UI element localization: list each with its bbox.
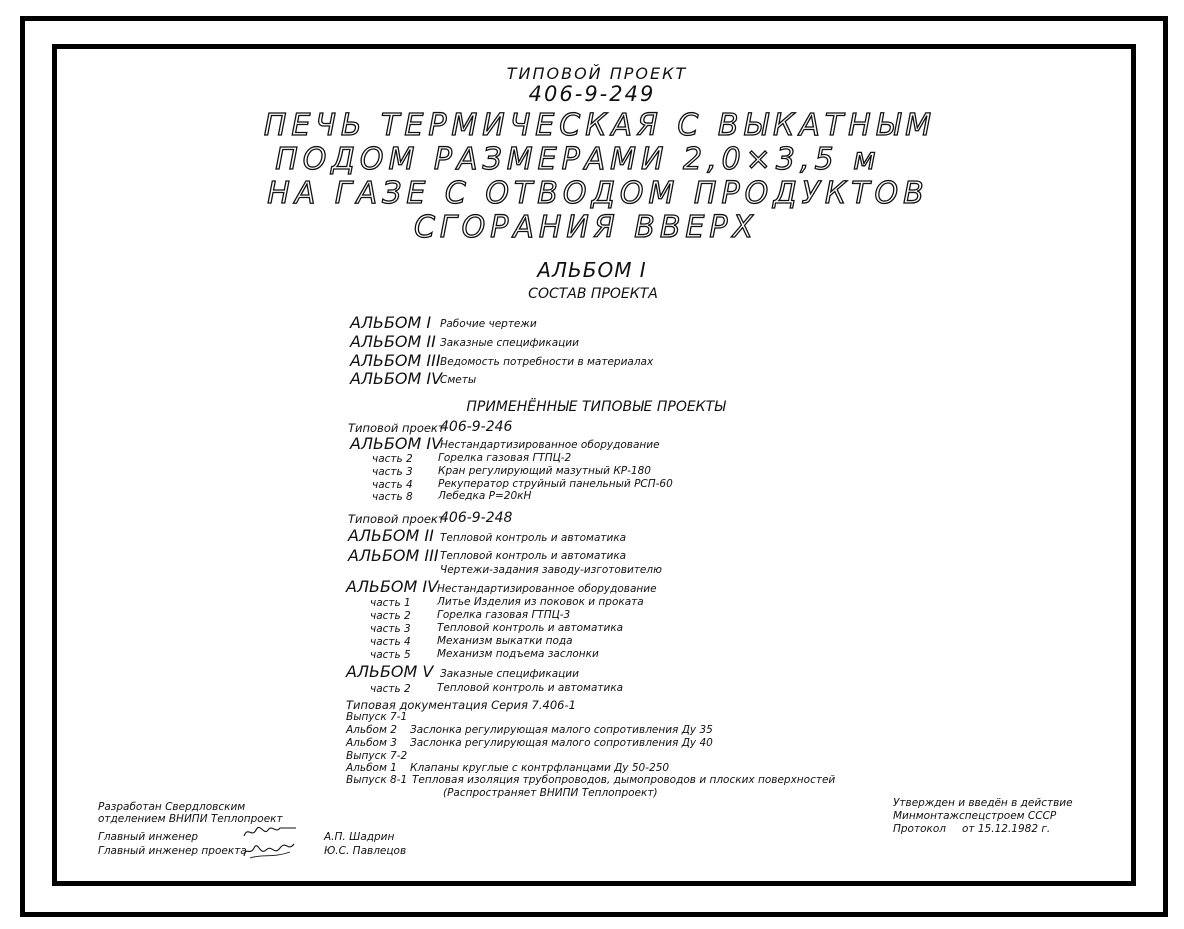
protocol-date: от 15.12.1982 г. xyxy=(962,823,1051,835)
part-desc: Литье Изделия из поковок и проката xyxy=(437,596,644,608)
project2-album3-desc: Тепловой контроль и автоматика xyxy=(440,550,627,562)
project2-album4-desc: Нестандартизированное оборудование xyxy=(437,583,657,595)
part-label: часть 5 xyxy=(370,649,411,661)
project1-number: 406-9-246 xyxy=(440,419,513,435)
project2-label: Типовой проект xyxy=(348,512,445,526)
title-line-3: НА ГАЗЕ С ОТВОДОМ ПРОДУКТОВ xyxy=(267,176,929,211)
chief-engineer-label: Главный инженер xyxy=(98,831,199,843)
docs-right: Заслонка регулирующая малого сопротивления Ду 35 xyxy=(410,724,713,736)
part-desc: Тепловой контроль и автоматика xyxy=(437,682,624,694)
part-desc: Рекуператор струйный панельный РСП-60 xyxy=(438,478,673,490)
docs-right: Клапаны круглые с контрфланцами Ду 50-250 xyxy=(410,762,670,774)
approval-line2: Минмонтажспецстроем СССР xyxy=(893,810,1057,822)
project2-album5-desc: Заказные спецификации xyxy=(440,668,579,680)
project1-album-desc: Нестандартизированное оборудование xyxy=(440,439,660,451)
title-line-1: ПЕЧЬ ТЕРМИЧЕСКАЯ С ВЫКАТНЫМ xyxy=(263,108,937,143)
composition-desc: Сметы xyxy=(440,374,477,386)
docs-right: Тепловая изоляция трубопроводов, дымопроводов и плоских поверхностей xyxy=(412,774,836,786)
part-label: часть 2 xyxy=(370,610,411,622)
docs-heading: Типовая документация Серия 7.406-1 xyxy=(346,698,576,712)
composition-desc: Ведомость потребности в материалах xyxy=(440,356,654,368)
project2-album5: АЛЬБОМ V xyxy=(346,662,434,681)
chief-project-engineer-name: Ю.С. Павлецов xyxy=(324,845,407,857)
part-desc: Горелка газовая ГТПЦ-3 xyxy=(437,609,571,621)
docs-right: Заслонка регулирующая малого сопротивления Ду 40 xyxy=(410,737,713,749)
project2-album4: АЛЬБОМ IV xyxy=(346,577,439,596)
developer-line2: отделением ВНИПИ Теплопроект xyxy=(98,813,283,825)
project1-album: АЛЬБОМ IV xyxy=(350,434,443,453)
protocol-label: Протокол xyxy=(893,823,947,835)
part-desc: Тепловой контроль и автоматика xyxy=(437,622,624,634)
title-line-4: СГОРАНИЯ ВВЕРХ xyxy=(413,210,759,245)
title-line-2: ПОДОМ РАЗМЕРАМИ 2,0×3,5 м xyxy=(275,142,881,177)
part-label: часть 8 xyxy=(372,491,413,503)
project-number: 406-9-249 xyxy=(528,82,656,106)
part-label: часть 2 xyxy=(370,683,411,695)
composition-album: АЛЬБОМ IV xyxy=(350,369,443,388)
composition-album: АЛЬБОМ III xyxy=(350,351,441,370)
part-desc: Механизм выкатки пода xyxy=(437,635,573,647)
part-desc: Лебедка Р=20кН xyxy=(438,490,532,502)
part-label: часть 3 xyxy=(370,623,411,635)
signatures-image xyxy=(240,822,302,862)
project2-album2: АЛЬБОМ II xyxy=(348,526,434,545)
part-label: часть 4 xyxy=(372,479,413,491)
composition-desc: Заказные спецификации xyxy=(440,337,579,349)
docs-left: Выпуск 7-1 xyxy=(346,711,408,723)
project2-album3-desc2: Чертежи-задания заводу-изготовителю xyxy=(440,564,662,576)
docs-distributor: (Распространяет ВНИПИ Теплопроект) xyxy=(443,787,658,799)
project2-album2-desc: Тепловой контроль и автоматика xyxy=(440,532,627,544)
composition-desc: Рабочие чертежи xyxy=(440,318,537,330)
chief-project-engineer-label: Главный инженер проекта xyxy=(98,845,247,857)
part-label: часть 4 xyxy=(370,636,411,648)
composition-album: АЛЬБОМ I xyxy=(350,313,432,332)
part-label: часть 2 xyxy=(372,453,413,465)
part-desc: Кран регулирующий мазутный КР-180 xyxy=(438,465,651,477)
chief-engineer-name: А.П. Шадрин xyxy=(324,831,395,843)
part-desc: Механизм подъема заслонки xyxy=(437,648,599,660)
docs-left: Альбом 2 xyxy=(346,724,397,736)
composition-album: АЛЬБОМ II xyxy=(350,332,436,351)
project-type-label: ТИПОВОЙ ПРОЕКТ xyxy=(506,64,688,83)
docs-left: Выпуск 7-2 xyxy=(346,750,408,762)
album-heading: АЛЬБОМ I xyxy=(537,258,647,282)
part-desc: Горелка газовая ГТПЦ-2 xyxy=(438,452,572,464)
developer-line1: Разработан Свердловским xyxy=(98,801,246,813)
composition-heading: СОСТАВ ПРОЕКТА xyxy=(528,286,658,302)
project2-album3: АЛЬБОМ III xyxy=(348,546,439,565)
part-label: часть 3 xyxy=(372,466,413,478)
part-label: часть 1 xyxy=(370,597,411,609)
docs-left: Альбом 1 xyxy=(346,762,397,774)
project1-label: Типовой проект xyxy=(348,421,445,435)
docs-left: Альбом 3 xyxy=(346,737,397,749)
project2-number: 406-9-248 xyxy=(440,510,513,526)
applied-projects-heading: ПРИМЕНЁННЫЕ ТИПОВЫЕ ПРОЕКТЫ xyxy=(466,399,726,415)
docs-left: Выпуск 8-1 xyxy=(346,774,408,786)
approval-line1: Утвержден и введён в действие xyxy=(893,797,1073,809)
